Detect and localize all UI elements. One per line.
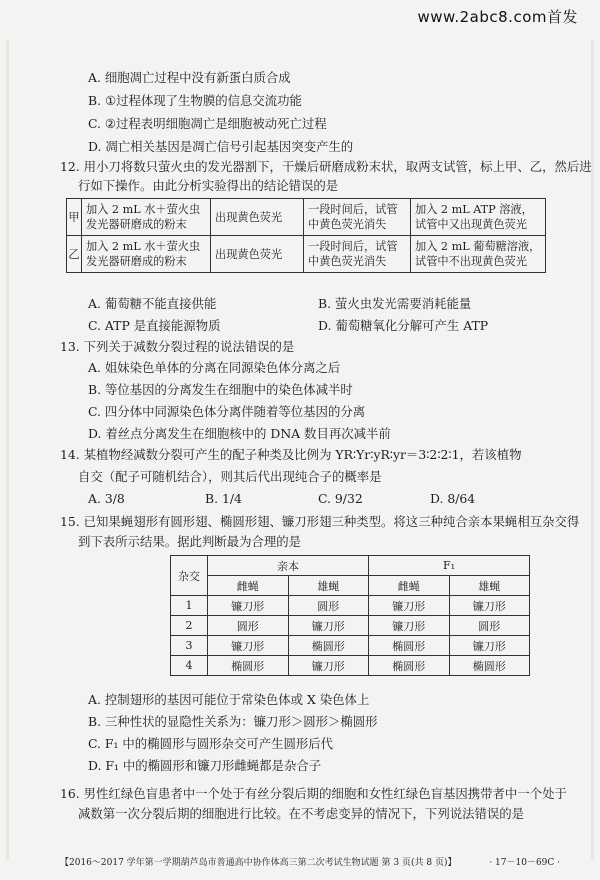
q15-cell: 椭圆形: [288, 636, 369, 656]
table-row: [171, 556, 530, 576]
q15-head-male: 雄蝇: [449, 576, 530, 596]
q12-cell: 一段时间后，试管中黄色荧光消失: [304, 236, 411, 273]
q12-row-tag: 甲: [67, 199, 82, 236]
q15-cell: 镰刀形: [288, 656, 369, 676]
q14-option-d: D. 8/64: [430, 491, 476, 506]
q15-cell: 镰刀形: [449, 636, 530, 656]
table-row: [67, 199, 546, 236]
q14-option-a: A. 3/8: [88, 491, 125, 506]
q15-col-parent: 亲本: [208, 556, 369, 576]
q13-stem: 13. 下列关于减数分裂过程的说法错误的是: [60, 339, 295, 354]
q12-option-b: B. 萤火虫发光需要消耗能量: [318, 296, 472, 311]
page-footer: 【2016～2017 学年第一学期葫芦岛市普通高中协作体高三第二次考试生物试题 第 3 页(共 8 页)】: [60, 858, 457, 868]
q12-experiment-table: [66, 198, 546, 273]
q15-cell: 椭圆形: [369, 636, 450, 656]
q12-cell: 加入 2 mL ATP 溶液，试管中又出现黄色荧光: [411, 199, 546, 236]
table-row: [171, 596, 530, 616]
q12-cell: 出现黄色荧光: [211, 199, 304, 236]
q12-stem-line2: 行如下操作。由此分析实验得出的结论错误的是: [78, 178, 339, 193]
q12-cell: 加入 2 mL 水＋萤火虫发光器研磨成的粉末: [82, 199, 211, 236]
q15-cell: 椭圆形: [369, 656, 450, 676]
page-code: · 17－10－69C ·: [489, 858, 560, 868]
q16-stem-line1: 16. 男性红绿色盲患者中一个处于有丝分裂后期的细胞和女性红绿色盲基因携带者中一个处于: [60, 786, 567, 801]
q14-stem-line1: 14. 某植物经减数分裂可产生的配子种类及比例为 YR∶Yr∶yR∶yr＝3∶2∶2∶1，若该植物: [60, 447, 522, 462]
q15-cell: 3: [171, 636, 208, 656]
q12-option-d: D. 葡萄糖氧化分解可产生 ATP: [318, 318, 489, 333]
scan-margin-left: [6, 40, 9, 860]
q13-option-d: D. 着丝点分离发生在细胞核中的 DNA 数目再次减半前: [88, 426, 391, 441]
q11-option-d: D. 凋亡相关基因是凋亡信号引起基因突变产生的: [88, 139, 354, 154]
q15-option-c: C. F₁ 中的椭圆形与圆形杂交可产生圆形后代: [88, 736, 334, 751]
q15-option-b: B. 三种性状的显隐性关系为：镰刀形＞圆形＞椭圆形: [88, 714, 378, 729]
q15-col-cross: 杂交: [171, 556, 208, 596]
q15-cell: 圆形: [288, 596, 369, 616]
q15-cell: 镰刀形: [369, 616, 450, 636]
q15-cell: 镰刀形: [288, 616, 369, 636]
q15-cell: 镰刀形: [449, 596, 530, 616]
q15-option-d: D. F₁ 中的椭圆形和镰刀形雌蝇都是杂合子: [88, 758, 322, 773]
q12-stem-line1: 12. 用小刀将数只萤火虫的发光器割下，干燥后研磨成粉末状，取两支试管，标上甲、乙，然后进: [60, 159, 592, 174]
q12-cell: 加入 2 mL 葡萄糖溶液，试管中不出现黄色荧光: [411, 236, 546, 273]
q15-head-male: 雄蝇: [288, 576, 369, 596]
q15-cell: 4: [171, 656, 208, 676]
q15-cell: 镰刀形: [208, 596, 289, 616]
q15-cell: 1: [171, 596, 208, 616]
q14-option-b: B. 1/4: [205, 491, 242, 506]
q12-cell: 出现黄色荧光: [211, 236, 304, 273]
q15-head-female: 雌蝇: [369, 576, 450, 596]
q11-option-c: C. ②过程表明细胞凋亡是细胞被动死亡过程: [88, 116, 327, 131]
q14-option-c: C. 9/32: [318, 491, 363, 506]
q15-cell: 镰刀形: [369, 596, 450, 616]
q15-stem-line2: 到下表所示结果。据此判断最为合理的是: [78, 534, 302, 549]
q13-option-b: B. 等位基因的分离发生在细胞中的染色体减半时: [88, 382, 353, 397]
q15-option-a: A. 控制翅形的基因可能位于常染色体或 X 染色体上: [88, 692, 370, 707]
table-row: [171, 616, 530, 636]
q15-cell: 圆形: [449, 616, 530, 636]
table-row: [171, 656, 530, 676]
q15-cross-table: [170, 555, 530, 676]
q11-option-a: A. 细胞凋亡过程中没有新蛋白质合成: [88, 70, 291, 85]
q15-head-female: 雌蝇: [208, 576, 289, 596]
q15-stem-line1: 15. 已知果蝇翅形有圆形翅、椭圆形翅、镰刀形翅三种类型。将这三种纯合亲本果蝇相互杂交得: [60, 514, 580, 529]
q14-stem-line2: 自交（配子可随机结合），则其后代出现纯合子的概率是: [78, 469, 382, 484]
table-row: [67, 236, 546, 273]
q12-option-a: A. 葡萄糖不能直接供能: [88, 296, 217, 311]
q11-option-b: B. ①过程体现了生物膜的信息交流功能: [88, 93, 302, 108]
q13-option-c: C. 四分体中同源染色体分离伴随着等位基因的分离: [88, 404, 366, 419]
table-row: [171, 636, 530, 656]
q15-cell: 镰刀形: [208, 636, 289, 656]
q16-stem-line2: 减数第一次分裂后期的细胞进行比较。在不考虑变异的情况下，下列说法错误的是: [78, 806, 525, 821]
q12-cell: 加入 2 mL 水＋萤火虫发光器研磨成的粉末: [82, 236, 211, 273]
q12-option-c: C. ATP 是直接能源物质: [88, 318, 221, 333]
q15-cell: 圆形: [208, 616, 289, 636]
q15-cell: 2: [171, 616, 208, 636]
site-header[interactable]: www.2abc8.com首发: [417, 8, 578, 26]
q12-row-tag: 乙: [67, 236, 82, 273]
q15-cell: 椭圆形: [449, 656, 530, 676]
q12-cell: 一段时间后，试管中黄色荧光消失: [304, 199, 411, 236]
table-row: [171, 576, 530, 596]
q15-cell: 椭圆形: [208, 656, 289, 676]
q15-col-f1: F₁: [369, 556, 530, 576]
q13-option-a: A. 姐妹染色单体的分离在同源染色体分离之后: [88, 360, 341, 375]
